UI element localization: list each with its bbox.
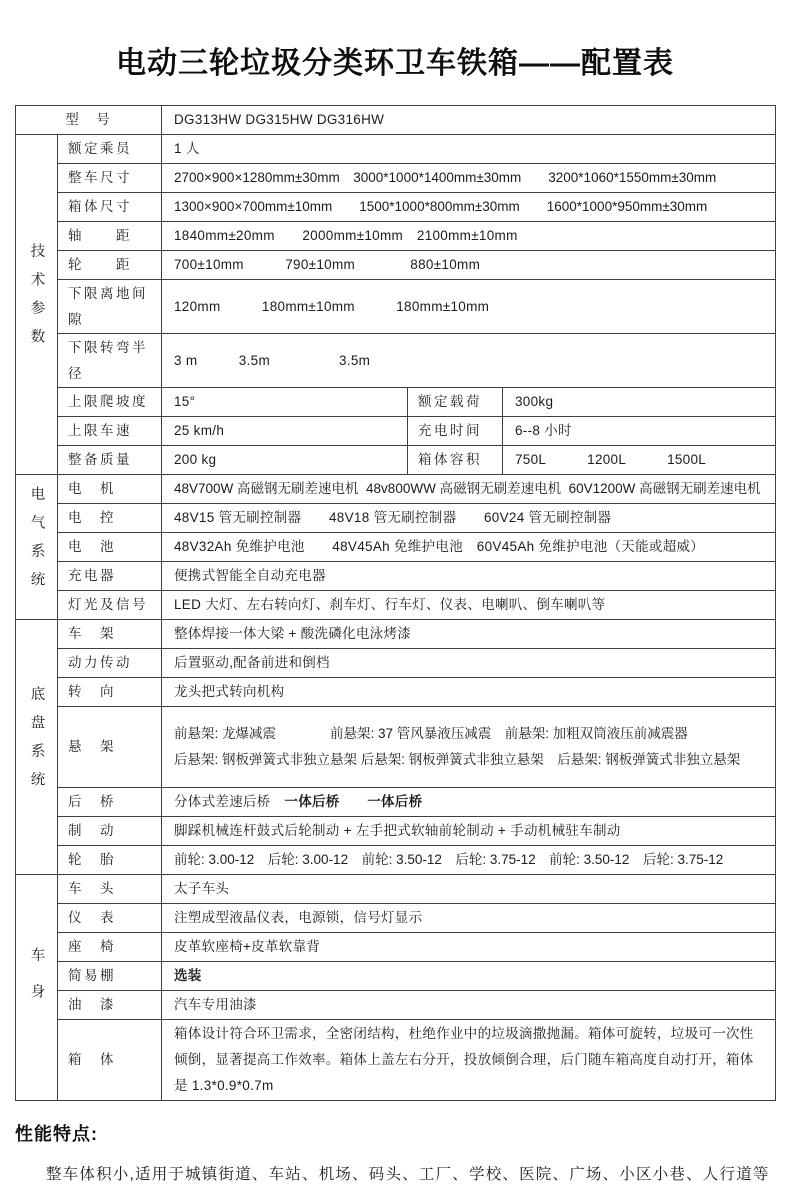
frame-value: 整体焊接一体大梁 + 酸洗磷化电泳烤漆 [162, 620, 776, 649]
row-brakes [16, 817, 776, 846]
row-curb-weight [16, 446, 776, 475]
vehicle-size-value: 2700×900×1280mm±30mm 3000*1000*1400mm±30mm 3200*1060*1550mm±30mm [162, 164, 776, 193]
group-body-label: 车身 [28, 946, 45, 1020]
row-dashboard [16, 904, 776, 933]
dashboard-label: 仪 表 [58, 904, 162, 933]
ground-clearance-label: 下限离地间隙 [58, 280, 162, 334]
turning-radius-value: 3 m 3.5m 3.5m [162, 334, 776, 388]
group-tech-params [16, 135, 58, 475]
row-cargo-box [16, 1020, 776, 1101]
lights-label: 灯光及信号 [58, 591, 162, 620]
paint-value: 汽车专用油漆 [162, 991, 776, 1020]
dashboard-value: 注塑成型液晶仪表，电源锁，信号灯显示 [162, 904, 776, 933]
row-head [16, 875, 776, 904]
group-electrical-label: 电气系统 [28, 485, 45, 600]
brakes-value: 脚踩机械连杆鼓式后轮制动 + 左手把式软轴前轮制动 + 手动机械驻车制动 [162, 817, 776, 846]
box-volume-value: 750L 1200L 1500L [503, 446, 776, 475]
vehicle-size-label: 整车尺寸 [58, 164, 162, 193]
row-paint [16, 991, 776, 1020]
group-chassis-label: 底盘系统 [28, 685, 45, 800]
row-controller [16, 504, 776, 533]
rated-load-label: 额定载荷 [408, 388, 503, 417]
ground-clearance-value: 120mm 180mm±10mm 180mm±10mm [162, 280, 776, 334]
seat-value: 皮革软座椅+皮革软靠背 [162, 933, 776, 962]
row-track [16, 251, 776, 280]
row-rear-axle [16, 788, 776, 817]
charge-time-label: 充电时间 [408, 417, 503, 446]
row-drivetrain [16, 649, 776, 678]
battery-label: 电 池 [58, 533, 162, 562]
curb-weight-label: 整备质量 [58, 446, 162, 475]
rear-axle-value-normal: 分体式差速后桥 [174, 794, 285, 809]
motor-label: 电 机 [58, 475, 162, 504]
spec-table [15, 105, 776, 1101]
passengers-value: 1 人 [162, 135, 776, 164]
row-wheelbase [16, 222, 776, 251]
row-battery [16, 533, 776, 562]
paint-label: 油 漆 [58, 991, 162, 1020]
row-frame [16, 620, 776, 649]
row-canopy [16, 962, 776, 991]
drivetrain-value: 后置驱动,配备前进和倒档 [162, 649, 776, 678]
suspension-label: 悬 架 [58, 707, 162, 788]
drivetrain-label: 动力传动 [58, 649, 162, 678]
row-box-size [16, 193, 776, 222]
charger-value: 便携式智能全自动充电器 [162, 562, 776, 591]
page-title: 电动三轮垃圾分类环卫车铁箱——配置表 [116, 47, 674, 80]
row-suspension [16, 707, 776, 788]
row-turning-radius [16, 334, 776, 388]
rated-load-value: 300kg [503, 388, 776, 417]
frame-label: 车 架 [58, 620, 162, 649]
group-electrical [16, 475, 58, 620]
box-size-label: 箱体尺寸 [58, 193, 162, 222]
row-ground-clearance [16, 280, 776, 334]
gradeability-value: 15° [162, 388, 408, 417]
tires-value: 前轮: 3.00-12 后轮: 3.00-12 前轮: 3.50-12 后轮: 3.75-12 前轮: 3.50-12 后轮: 3.75-12 [162, 846, 776, 875]
controller-value: 48V15 管无刷控制器 48V18 管无刷控制器 60V24 管无刷控制器 [162, 504, 776, 533]
cargo-box-value: 箱体设计符合环卫需求，全密闭结构，杜绝作业中的垃圾滴撒抛漏。箱体可旋转，垃圾可一次性倾倒，显著提高工作效率。箱体上盖左右分开，投放倾倒合理，后门随车箱高度自动打开，箱体是 1.3*0.9*0.7m [162, 1020, 776, 1101]
box-size-value: 1300×900×700mm±10mm 1500*1000*800mm±30mm 1600*1000*950mm±30mm [162, 193, 776, 222]
lights-value: LED 大灯、左右转向灯、刹车灯、行车灯、仪表、电喇叭、倒车喇叭等 [162, 591, 776, 620]
charge-time-value: 6--8 小时 [503, 417, 776, 446]
brakes-label: 制 动 [58, 817, 162, 846]
curb-weight-value: 200 kg [162, 446, 408, 475]
row-charger [16, 562, 776, 591]
features-heading: 性能特点: [15, 1124, 98, 1144]
wheelbase-value: 1840mm±20mm 2000mm±10mm 2100mm±10mm [162, 222, 776, 251]
box-volume-label: 箱体容积 [408, 446, 503, 475]
steering-value: 龙头把式转向机构 [162, 678, 776, 707]
row-vehicle-size [16, 164, 776, 193]
tires-label: 轮 胎 [58, 846, 162, 875]
passengers-label: 额定乘员 [58, 135, 162, 164]
group-chassis [16, 620, 58, 875]
head-label: 车 头 [58, 875, 162, 904]
group-body [16, 875, 58, 1101]
head-value: 太子车头 [162, 875, 776, 904]
row-tires [16, 846, 776, 875]
rear-axle-label: 后 桥 [58, 788, 162, 817]
row-motor [16, 475, 776, 504]
wheelbase-label: 轴 距 [58, 222, 162, 251]
rear-axle-value [162, 788, 776, 817]
rear-axle-value-bold: 一体后桥 一体后桥 [284, 794, 423, 809]
seat-label: 座 椅 [58, 933, 162, 962]
row-gradeability [16, 388, 776, 417]
row-steering [16, 678, 776, 707]
suspension-value: 前悬架: 龙爆减震 前悬架: 37 管风暴液压减震 前悬架: 加粗双筒液压前减震器 后悬架: 钢板弹簧式非独立悬架 后悬架: 钢板弹簧式非独立悬架 后悬架: 钢板弹簧式非独立悬架 [162, 707, 776, 788]
steering-label: 转 向 [58, 678, 162, 707]
group-tech-params-label: 技术参数 [28, 243, 45, 357]
cargo-box-label: 箱 体 [58, 1020, 162, 1101]
track-value: 700±10mm 790±10mm 880±10mm [162, 251, 776, 280]
battery-value: 48V32Ah 免维护电池 48V45Ah 免维护电池 60V45Ah 免维护电池（天能或超威） [162, 533, 776, 562]
model-value: DG313HW DG315HW DG316HW [162, 106, 776, 135]
spec-sheet-page [0, 38, 790, 1199]
max-speed-value: 25 km/h [162, 417, 408, 446]
controller-label: 电 控 [58, 504, 162, 533]
model-label: 型 号 [16, 106, 162, 135]
row-seat [16, 933, 776, 962]
gradeability-label: 上限爬坡度 [58, 388, 162, 417]
row-max-speed [16, 417, 776, 446]
track-label: 轮 距 [58, 251, 162, 280]
charger-label: 充电器 [58, 562, 162, 591]
canopy-label: 简易棚 [58, 962, 162, 991]
row-passengers [16, 135, 776, 164]
motor-value: 48V700W 高磁钢无刷差速电机 48v800WW 高磁钢无刷差速电机 60V1200W 高磁钢无刷差速电机 [162, 475, 776, 504]
max-speed-label: 上限车速 [58, 417, 162, 446]
canopy-value: 选装 [162, 962, 776, 991]
row-lights [16, 591, 776, 620]
row-model [16, 106, 776, 135]
turning-radius-label: 下限转弯半径 [58, 334, 162, 388]
features-text: 整车体积小,适用于城镇街道、车站、机场、码头、工厂、学校、医院、广场、小区小巷、人行道等 [46, 1166, 770, 1183]
